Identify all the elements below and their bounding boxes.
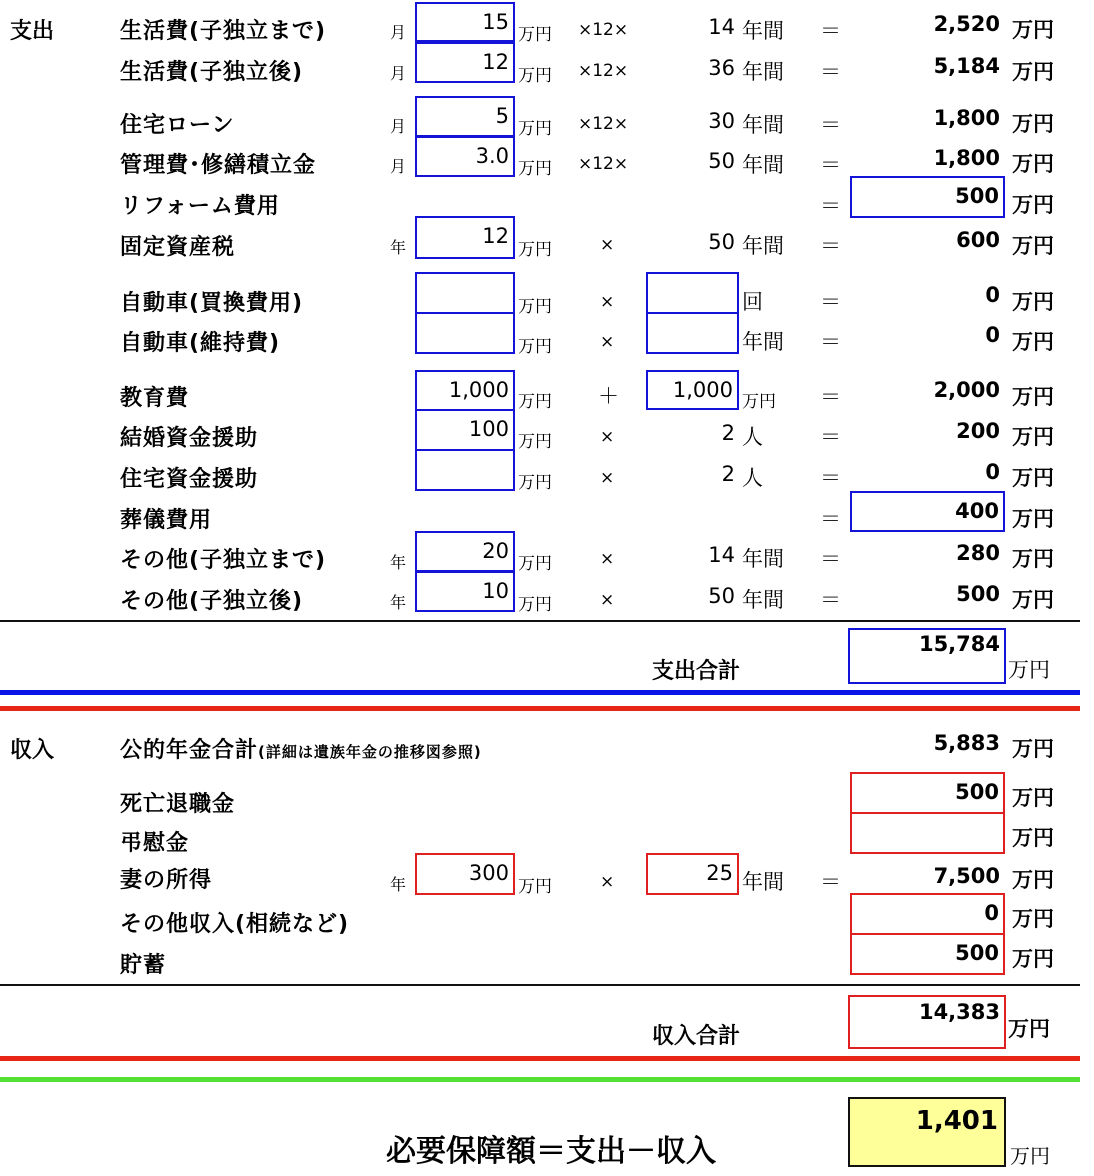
income-total-value	[848, 995, 1006, 1049]
expense-total-label: 支出合計	[652, 659, 741, 684]
row-label: リフォーム費用	[120, 194, 280, 219]
row-eq: ＝	[820, 194, 841, 218]
row-eq: ＝	[820, 466, 841, 490]
row-n: 30	[708, 109, 735, 133]
row-result: 500	[956, 582, 1000, 606]
row-result-unit: 万円	[1012, 152, 1054, 176]
row-label: 死亡退職金	[120, 792, 236, 817]
row-result-unit: 万円	[1012, 588, 1054, 612]
row-op: ×12×	[578, 154, 629, 174]
income-total-label: 収入合計	[652, 1024, 741, 1049]
maintenance-fee-input[interactable]: 3.0	[415, 136, 515, 177]
row-op: ＋	[598, 384, 619, 408]
row-n-unit: 回	[742, 290, 763, 314]
income-separator	[0, 706, 1080, 711]
row-result-unit: 万円	[1012, 385, 1054, 409]
row-eq: ＝	[820, 113, 841, 137]
row-result-unit: 万円	[1012, 466, 1054, 490]
row-unit: 万円	[518, 119, 552, 139]
row-eq: ＝	[820, 588, 841, 612]
row-n: 50	[708, 149, 735, 173]
income-total-unit: 万円	[1008, 1017, 1050, 1041]
row-result: 1,800	[933, 106, 1000, 130]
row-n: 50	[708, 584, 735, 608]
row-result: 0	[985, 323, 1000, 347]
education-cost-1-input[interactable]: 1,000	[415, 370, 515, 411]
row-result-unit: 万円	[1012, 112, 1054, 136]
row-n-unit: 年間	[742, 588, 784, 612]
row-unit: 万円	[518, 337, 552, 357]
income-section-label: 収入	[10, 738, 55, 763]
row-prefix: 月	[390, 117, 407, 136]
row-unit: 万円	[518, 159, 552, 179]
row-label: 妻の所得	[120, 868, 213, 893]
required-coverage-formula: 必要保障額＝支出－収入	[386, 1134, 716, 1169]
expense-section-label: 支出	[10, 19, 55, 44]
other-after-input[interactable]: 10	[415, 571, 515, 612]
row-unit: 万円	[518, 240, 552, 260]
row-result-unit: 万円	[1012, 547, 1054, 571]
other-before-input[interactable]: 20	[415, 531, 515, 572]
row-unit: 万円	[518, 595, 552, 615]
row-label: 住宅資金援助	[120, 467, 259, 492]
living-cost-before-input[interactable]: 15	[415, 2, 515, 42]
row-n-unit: 年間	[742, 113, 784, 137]
row-result: 280	[956, 541, 1000, 565]
row-unit: 万円	[518, 877, 552, 897]
row-n-unit: 年間	[742, 60, 784, 84]
row-result: 200	[956, 419, 1000, 443]
row-n: 36	[708, 56, 735, 80]
expense-separator	[0, 690, 1080, 695]
row-unit: 万円	[518, 432, 552, 452]
row-n-unit: 年間	[742, 19, 784, 43]
row-unit: 万円	[518, 297, 552, 317]
row-unit: 万円	[518, 392, 552, 412]
row-result: 0	[985, 460, 1000, 484]
row-result: 5,184	[933, 54, 1000, 78]
row-op: ×	[600, 427, 615, 447]
row-eq: ＝	[820, 19, 841, 43]
row-n-unit: 年間	[742, 330, 784, 354]
row-result-unit: 万円	[1012, 193, 1054, 217]
required-coverage-number: 1,401	[915, 1106, 998, 1136]
row-op: ×	[600, 590, 615, 610]
row-n: 2	[721, 462, 735, 486]
row-unit: 万円	[518, 66, 552, 86]
wife-income-years-input[interactable]: 25	[646, 853, 739, 895]
row-label: その他収入(相続など)	[120, 912, 350, 937]
row-op: ×	[600, 292, 615, 312]
row-eq: ＝	[820, 507, 841, 531]
row-result-unit: 万円	[1012, 425, 1054, 449]
property-tax-input[interactable]: 12	[415, 216, 515, 259]
row-prefix: 年	[390, 593, 407, 612]
pension-note: (詳細は遺族年金の推移図参照)	[258, 743, 482, 761]
row-result-unit: 万円	[1012, 60, 1054, 84]
row-unit: 万円	[518, 473, 552, 493]
row-result-unit: 万円	[1012, 947, 1054, 971]
death-retirement-allowance-input[interactable]: 500	[850, 772, 1005, 814]
row-label: 固定資産税	[120, 235, 236, 260]
row-op: ×12×	[578, 114, 629, 134]
row-eq: ＝	[820, 385, 841, 409]
row-unit: 万円	[518, 25, 552, 45]
education-cost-2-input[interactable]: 1,000	[646, 370, 739, 410]
row-n-unit: 人	[742, 466, 763, 490]
row-n-unit: 年間	[742, 153, 784, 177]
row-op: ×12×	[578, 61, 629, 81]
row-eq: ＝	[820, 153, 841, 177]
row-eq: ＝	[820, 234, 841, 258]
row-n-unit: 万円	[742, 392, 776, 412]
row-op: ×	[600, 235, 615, 255]
car-upkeep-cost-input[interactable]	[415, 312, 515, 354]
summary-separator	[0, 1077, 1080, 1082]
row-n: 14	[708, 15, 735, 39]
row-op: ×12×	[578, 20, 629, 40]
living-cost-after-input[interactable]: 12	[415, 42, 515, 83]
row-op: ×	[600, 549, 615, 569]
row-prefix: 月	[390, 64, 407, 83]
row-result-unit: 万円	[1012, 907, 1054, 931]
divider	[0, 620, 1080, 622]
housing-loan-input[interactable]: 5	[415, 96, 515, 137]
savings-input[interactable]: 500	[850, 933, 1005, 975]
row-label: 葬儀費用	[120, 508, 213, 533]
wedding-support-input[interactable]: 100	[415, 409, 515, 451]
row-label	[120, 733, 482, 764]
row-result-unit: 万円	[1012, 786, 1054, 810]
pension-label: 公的年金合計	[120, 738, 259, 763]
row-label: その他(子独立まで)	[120, 548, 327, 573]
row-n-unit: 年間	[742, 870, 784, 894]
wife-income-input[interactable]: 300	[415, 853, 515, 895]
condolence-money-input[interactable]	[850, 812, 1005, 854]
row-prefix: 年	[390, 875, 407, 894]
row-result: 0	[985, 283, 1000, 307]
row-prefix: 月	[390, 157, 407, 176]
row-n-unit: 年間	[742, 234, 784, 258]
row-op: ×	[600, 468, 615, 488]
car-upkeep-years-input[interactable]	[646, 312, 739, 354]
row-result-unit: 万円	[1012, 290, 1054, 314]
row-label: 住宅ローン	[120, 113, 235, 138]
row-prefix: 年	[390, 238, 407, 257]
row-result: 7,500	[933, 864, 1000, 888]
row-label: その他(子独立後)	[120, 589, 304, 614]
row-label: 生活費(子独立まで)	[120, 19, 327, 44]
row-result: 2,520	[933, 12, 1000, 36]
row-result-unit: 万円	[1012, 507, 1054, 531]
row-label: 教育費	[120, 386, 190, 411]
row-label: 貯蓄	[120, 953, 167, 978]
row-n-unit: 年間	[742, 547, 784, 571]
row-eq: ＝	[820, 290, 841, 314]
row-op: ×	[600, 332, 615, 352]
row-result-unit: 万円	[1012, 18, 1054, 42]
row-result-unit: 万円	[1012, 826, 1054, 850]
row-result: 5,883	[933, 731, 1000, 755]
housing-support-input[interactable]	[415, 449, 515, 491]
row-eq: ＝	[820, 425, 841, 449]
expense-total-unit: 万円	[1008, 658, 1050, 682]
row-label: 自動車(維持費)	[120, 331, 281, 356]
row-n: 2	[721, 421, 735, 445]
row-eq: ＝	[820, 870, 841, 894]
reform-cost-input[interactable]: 500	[850, 176, 1005, 218]
row-unit: 万円	[518, 554, 552, 574]
row-result-unit: 万円	[1012, 737, 1054, 761]
expense-total-number: 15,784	[918, 632, 1000, 656]
row-prefix: 年	[390, 553, 407, 572]
row-label: 管理費･修繕積立金	[120, 153, 317, 178]
row-eq: ＝	[820, 60, 841, 84]
other-income-input[interactable]: 0	[850, 893, 1005, 935]
row-op: ×	[600, 872, 615, 892]
row-label: 自動車(買換費用)	[120, 291, 304, 316]
divider	[0, 984, 1080, 986]
income-total-number: 14,383	[918, 1000, 1000, 1024]
car-replacement-cost-input[interactable]	[415, 272, 515, 314]
row-n-unit: 人	[742, 425, 763, 449]
row-result-unit: 万円	[1012, 868, 1054, 892]
row-label: 結婚資金援助	[120, 426, 259, 451]
required-coverage-value	[848, 1097, 1006, 1167]
income-separator	[0, 1056, 1080, 1061]
row-eq: ＝	[820, 547, 841, 571]
row-result: 1,800	[933, 146, 1000, 170]
row-label: 弔慰金	[120, 831, 190, 856]
car-replacement-count-input[interactable]	[646, 272, 739, 314]
expense-total-value	[848, 628, 1006, 684]
row-n: 14	[708, 543, 735, 567]
row-result: 2,000	[933, 378, 1000, 402]
row-eq: ＝	[820, 330, 841, 354]
row-prefix: 月	[390, 23, 407, 42]
row-result: 600	[956, 228, 1000, 252]
row-n: 50	[708, 230, 735, 254]
row-label: 生活費(子独立後)	[120, 60, 304, 85]
required-coverage-unit: 万円	[1010, 1144, 1050, 1168]
row-result-unit: 万円	[1012, 234, 1054, 258]
row-result-unit: 万円	[1012, 330, 1054, 354]
funeral-cost-input[interactable]: 400	[850, 491, 1005, 532]
